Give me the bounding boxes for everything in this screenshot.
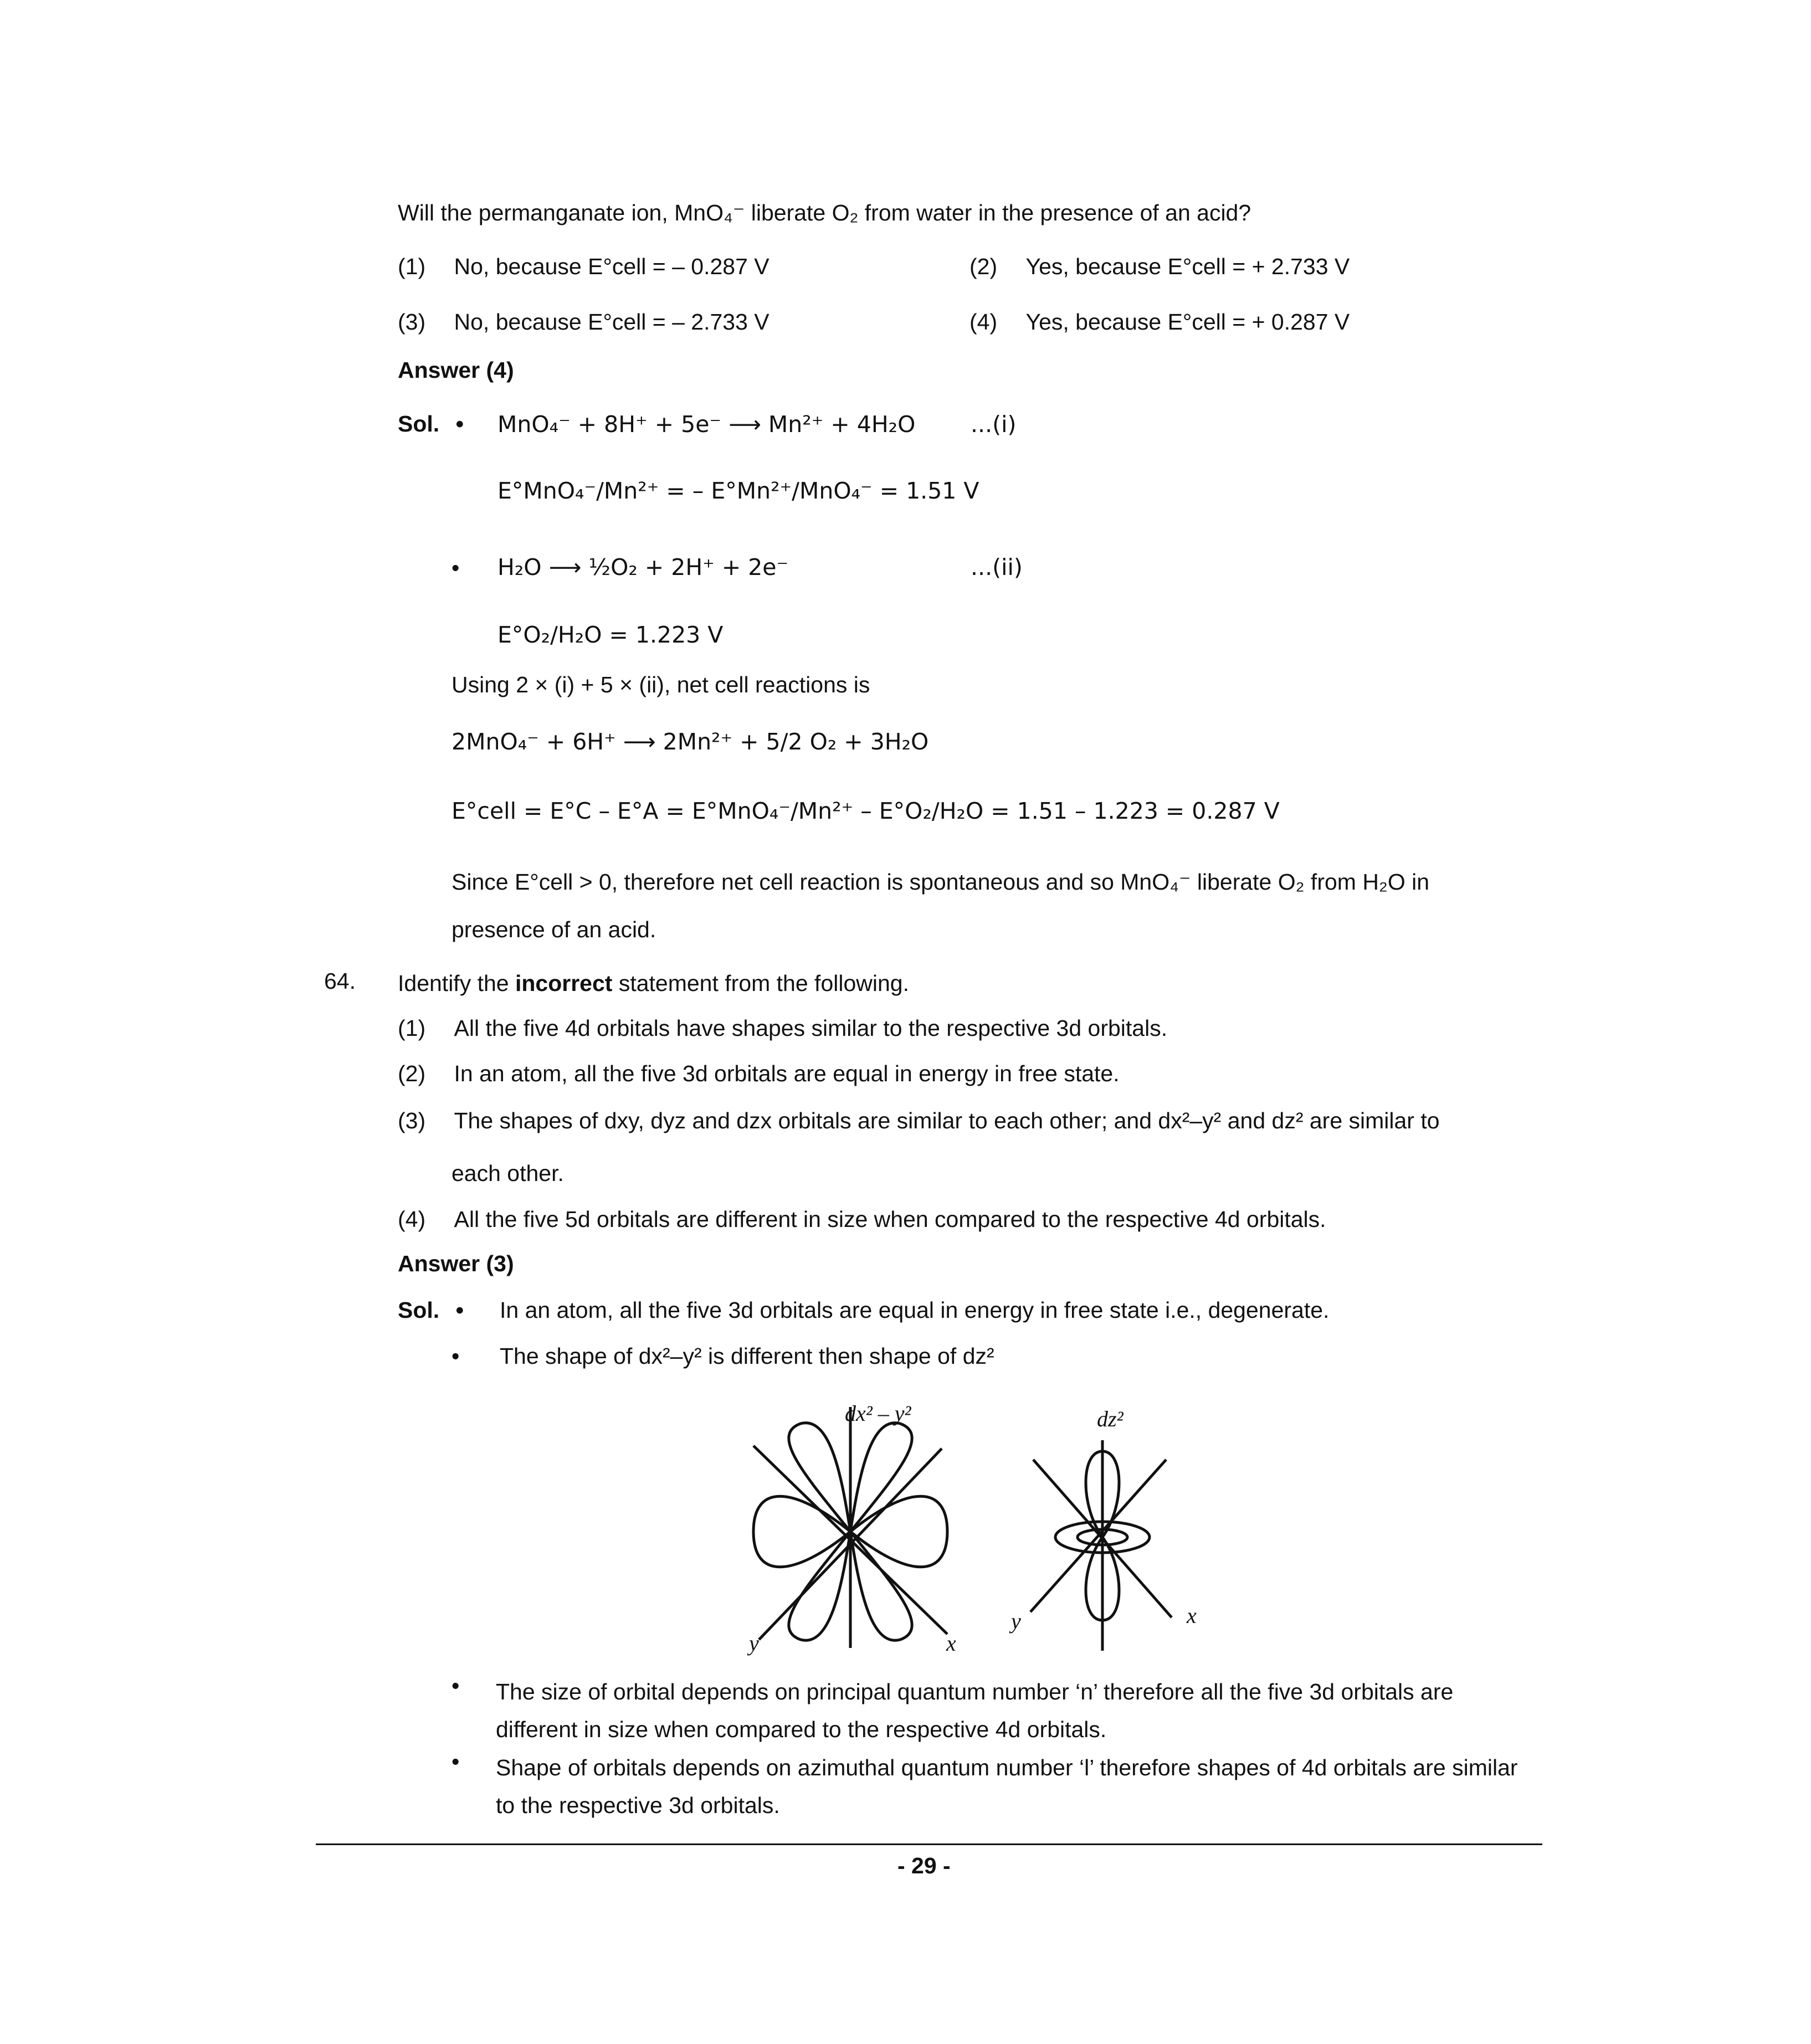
option-text: In an atom, all the five 3d orbitals are equal in energy in free state. bbox=[454, 1061, 1120, 1086]
q63-ecell-calc: E°cell = E°C – E°A = E°MnO₄⁻/Mn²⁺ – E°O₂/H₂O = 1.51 – 1.223 = 0.287 V bbox=[452, 798, 1280, 824]
q63-option-2 bbox=[969, 254, 1350, 280]
left-figure-label: dx² – y² bbox=[845, 1401, 911, 1426]
q63-net-reaction: 2MnO₄⁻ + 6H⁺ ⟶ 2Mn²⁺ + 5/2 O₂ + 3H₂O bbox=[452, 728, 929, 755]
option-number: (1) bbox=[398, 254, 426, 279]
q63-eq1-potential: E°MnO₄⁻/Mn²⁺ = – E°Mn²⁺/MnO₄⁻ = 1.51 V bbox=[497, 477, 979, 504]
q63-eq2-potential: E°O₂/H₂O = 1.223 V bbox=[497, 622, 724, 648]
option-text: Yes, because E°cell = + 0.287 V bbox=[1025, 309, 1350, 335]
q63-question: Will the permanganate ion, MnO₄⁻ liberate O₂ from water in the presence of an acid? bbox=[398, 200, 1251, 225]
q63-eq2: H₂O ⟶ ½O₂ + 2H⁺ + 2e⁻ bbox=[497, 554, 789, 581]
option-number: (2) bbox=[969, 254, 998, 279]
q64-sol-point-4: Shape of orbitals depends on azimuthal quantum number ‘l’ therefore shapes of 4d orbitals are similar to the respective 3d orbitals. bbox=[496, 1755, 1518, 1818]
page-number: - 29 - bbox=[897, 1853, 951, 1878]
option-number: (2) bbox=[398, 1061, 426, 1086]
q64-option-3 bbox=[398, 1108, 1440, 1134]
q63-answer: Answer (4) bbox=[398, 357, 514, 383]
sol-label-text: Sol. bbox=[398, 1297, 440, 1323]
option-text: Yes, because E°cell = + 2.733 V bbox=[1025, 254, 1350, 279]
q63-option-1 bbox=[398, 254, 769, 280]
q63-using: Using 2 × (i) + 5 × (ii), net cell reactions is bbox=[452, 672, 870, 697]
option-number: (1) bbox=[398, 1015, 426, 1041]
bullet-icon: • bbox=[455, 1297, 464, 1323]
right-figure-label: dz² bbox=[1097, 1406, 1123, 1431]
dx2-y2-orbital bbox=[753, 1407, 947, 1648]
q63-sol-label bbox=[398, 411, 464, 437]
q64-option-2 bbox=[398, 1061, 1120, 1087]
option-text: All the five 4d orbitals have shapes similar to the respective 3d orbitals. bbox=[454, 1015, 1168, 1041]
bullet-icon: • bbox=[452, 1749, 460, 1774]
q64-sol-point-3: The size of orbital depends on principal quantum number ‘n’ therefore all the five 3d orbitals are different in size when compared to the respective 4d orbitals. bbox=[496, 1679, 1454, 1742]
q64-number: 64. bbox=[324, 968, 356, 994]
option-text: All the five 5d orbitals are different in size when compared to the respective 4d orbitals. bbox=[454, 1206, 1326, 1232]
option-text: No, because E°cell = – 2.733 V bbox=[454, 309, 769, 335]
question-emphasis: incorrect bbox=[515, 970, 613, 996]
q64-sol-point-1: In an atom, all the five 3d orbitals are equal in energy in free state i.e., degenerate. bbox=[500, 1297, 1330, 1323]
bullet-icon: • bbox=[452, 1343, 460, 1369]
dz2-orbital bbox=[1030, 1440, 1172, 1651]
orbital-figure bbox=[720, 1396, 1219, 1673]
q64-sol-label bbox=[398, 1297, 464, 1323]
q64-sol-point-2: The shape of dx²–y² is different then shape of dz² bbox=[500, 1343, 994, 1369]
option-text: No, because E°cell = – 0.287 V bbox=[454, 254, 769, 279]
question-text: Identify the bbox=[398, 970, 509, 996]
sol-label-text: Sol. bbox=[398, 411, 440, 436]
question-text: statement from the following. bbox=[618, 970, 909, 996]
footer-rule bbox=[316, 1843, 1542, 1845]
q63-option-3 bbox=[398, 309, 769, 335]
q63-eq2-tag: ...(ii) bbox=[971, 554, 1023, 581]
right-x-label: x bbox=[1187, 1603, 1197, 1628]
q63-conclusion-line2: presence of an acid. bbox=[452, 917, 656, 942]
option-text: The shapes of dxy, dyz and dzx orbitals are similar to each other; and dx²–y² and dz² are similar to bbox=[454, 1108, 1440, 1133]
q64-question bbox=[398, 970, 909, 997]
q64-option-4 bbox=[398, 1206, 1326, 1232]
q63-eq1: MnO₄⁻ + 8H⁺ + 5e⁻ ⟶ Mn²⁺ + 4H₂O bbox=[497, 411, 916, 438]
bullet-icon: • bbox=[455, 411, 464, 436]
option-number: (4) bbox=[969, 309, 998, 335]
q63-eq1-tag: ...(i) bbox=[971, 411, 1017, 438]
q63-option-4 bbox=[969, 309, 1350, 335]
q64-option-3-cont: each other. bbox=[452, 1160, 564, 1186]
bullet-icon: • bbox=[452, 555, 460, 581]
option-number: (4) bbox=[398, 1206, 426, 1232]
right-y-label: y bbox=[1011, 1609, 1021, 1634]
left-y-label: y bbox=[749, 1631, 759, 1656]
option-number: (3) bbox=[398, 1108, 426, 1133]
bullet-icon: • bbox=[452, 1673, 460, 1698]
q64-answer: Answer (3) bbox=[398, 1251, 514, 1276]
option-number: (3) bbox=[398, 309, 426, 335]
left-x-label: x bbox=[946, 1631, 956, 1656]
q63-conclusion-line1: Since E°cell > 0, therefore net cell reaction is spontaneous and so MnO₄⁻ liberate O₂ from H₂O in bbox=[452, 869, 1430, 895]
q64-option-1 bbox=[398, 1015, 1167, 1041]
